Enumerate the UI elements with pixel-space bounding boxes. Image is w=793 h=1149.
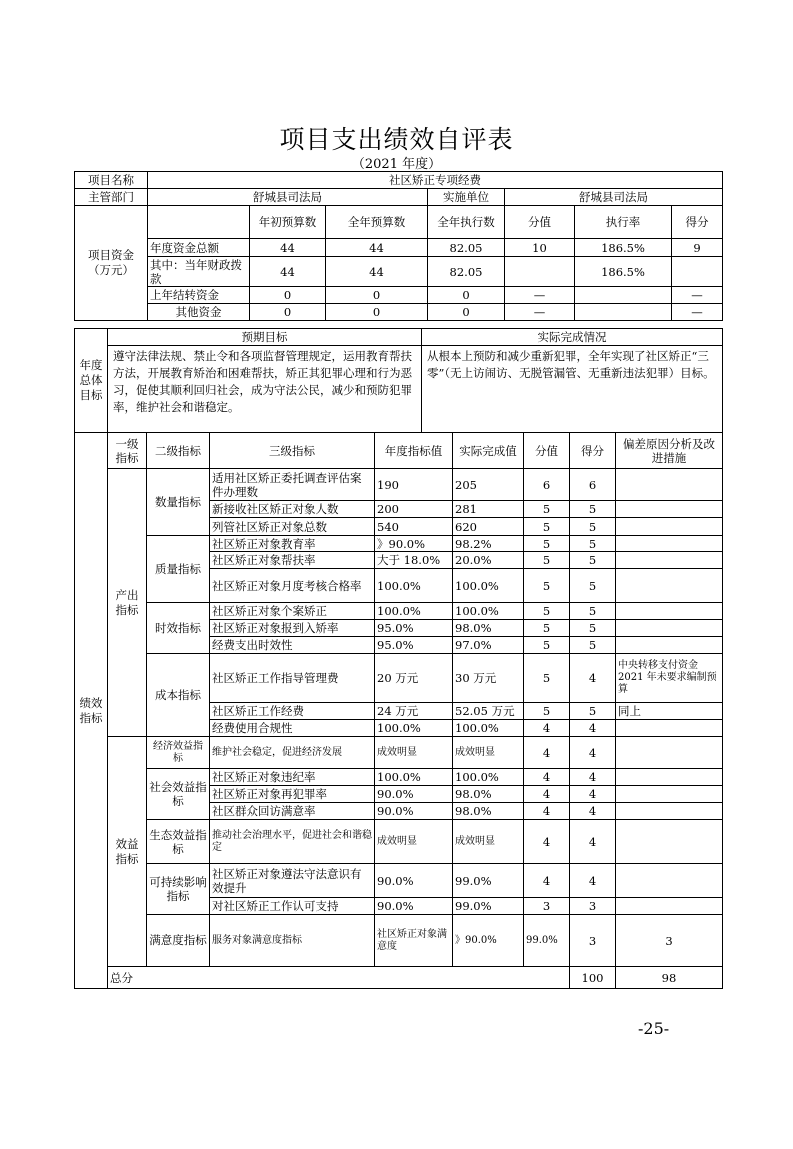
perf-header-cell: 一级指标 [108, 433, 147, 469]
indicator-target: 》90.0% [375, 536, 453, 552]
indicator-note: 同上 [616, 703, 723, 720]
l2-sustainable: 可持续影响指标 [147, 864, 210, 915]
indicator-got: 3 [570, 898, 616, 915]
funds-cell: 44 [250, 239, 326, 257]
funds-cell [575, 287, 672, 304]
funds-cell: 9 [672, 239, 723, 257]
indicator-actual: 100.0% [453, 569, 524, 603]
dept-value: 舒城县司法局 [148, 189, 428, 206]
indicator-got: 5 [570, 501, 616, 518]
indicator-target: 成效明显 [375, 820, 453, 864]
indicator-got: 5 [570, 552, 616, 569]
page-subtitle: （2021 年度） [351, 157, 442, 172]
funds-cell: 44 [326, 239, 428, 257]
indicator-target: 540 [375, 518, 453, 536]
indicator-score: 4 [524, 737, 570, 769]
indicator-score: 5 [524, 654, 570, 703]
indicator-note [616, 769, 723, 786]
indicator-name: 适用社区矫正委托调查评估案件办理数 [210, 469, 375, 501]
funds-cell [672, 257, 723, 287]
funds-header-cell: 全年执行数 [428, 206, 505, 239]
funds-row [75, 287, 723, 304]
funds-row-name: 年度资金总额 [148, 239, 250, 257]
indicator-name: 新接收社区矫正对象人数 [210, 501, 375, 518]
perf-header-cell: 年度指标值 [375, 433, 453, 469]
impl-value: 舒城县司法局 [505, 189, 723, 206]
indicator-note [616, 552, 723, 569]
indicator-got: 4 [570, 820, 616, 864]
funds-table [74, 171, 723, 321]
indicator-note [616, 536, 723, 552]
indicator-target: 24 万元 [375, 703, 453, 720]
funds-cell: 44 [326, 257, 428, 287]
funds-cell: — [672, 304, 723, 321]
expected-goal-header: 预期目标 [108, 329, 422, 346]
funds-cell: 82.05 [428, 239, 505, 257]
perf-header-cell: 二级指标 [147, 433, 210, 469]
funds-row-name: 上年结转资金 [148, 287, 250, 304]
indicator-name: 对社区矫正工作认可支持 [210, 898, 375, 915]
funds-header-cell: 分值 [505, 206, 575, 239]
indicator-target: 100.0% [375, 603, 453, 620]
indicator-got: 5 [570, 703, 616, 720]
indicator-target: 90.0% [375, 898, 453, 915]
indicator-name: 社区矫正对象遵法守法意识有效提升 [210, 864, 375, 898]
indicator-actual: 620 [453, 518, 524, 536]
perf-header-cell: 偏差原因分析及改进措施 [616, 433, 723, 469]
indicator-actual: 99.0% [524, 915, 570, 967]
indicator-score: 5 [524, 603, 570, 620]
indicator-got: 5 [570, 603, 616, 620]
indicator-actual: 98.0% [453, 786, 524, 803]
indicator-got: 4 [570, 654, 616, 703]
indicator-actual: 98.0% [453, 803, 524, 820]
indicator-score: 4 [524, 720, 570, 737]
actual-result-header: 实际完成情况 [422, 329, 723, 346]
indicator-actual: 97.0% [453, 637, 524, 654]
performance-table [74, 432, 723, 989]
l2-quality: 质量指标 [147, 536, 210, 603]
indicator-note [616, 803, 723, 820]
l2-quantity: 数量指标 [147, 469, 210, 536]
indicator-score: 4 [524, 864, 570, 898]
indicator-got: 6 [570, 469, 616, 501]
indicator-actual: 99.0% [453, 898, 524, 915]
funds-header-cell: 年初预算数 [250, 206, 326, 239]
indicator-note [616, 737, 723, 769]
indicator-target: 90.0% [375, 864, 453, 898]
indicator-actual: 20.0% [453, 552, 524, 569]
indicator-score: 3 [570, 915, 616, 967]
indicator-target: 90.0% [375, 803, 453, 820]
indicator-actual: 98.2% [453, 536, 524, 552]
l1-output: 产出指标 [108, 469, 147, 737]
indicator-name: 经费支出时效性 [210, 637, 375, 654]
indicator-name: 社区矫正工作指导管理费 [210, 654, 375, 703]
indicator-got: 4 [570, 786, 616, 803]
indicator-note [616, 820, 723, 864]
indicator-got: 5 [570, 637, 616, 654]
indicator-got: 5 [570, 536, 616, 552]
page-number: -25- [638, 1019, 670, 1038]
indicator-got: 5 [570, 518, 616, 536]
indicator-note [616, 720, 723, 737]
funds-cell [575, 304, 672, 321]
l2-social: 社会效益指标 [147, 769, 210, 820]
funds-cell: — [505, 304, 575, 321]
funds-label: 项目资金（万元） [75, 206, 148, 321]
indicator-score: 5 [524, 536, 570, 552]
funds-cell: 10 [505, 239, 575, 257]
indicator-got: 4 [570, 864, 616, 898]
indicator-note [616, 569, 723, 603]
indicator-score: 5 [524, 552, 570, 569]
indicator-actual: 52.05 万元 [453, 703, 524, 720]
goals-table [74, 328, 723, 433]
funds-row [75, 304, 723, 321]
indicator-name: 社区矫正对象违纪率 [210, 769, 375, 786]
indicator-note [616, 620, 723, 637]
indicator-score: 4 [524, 786, 570, 803]
indicator-target: 大于 18.0% [375, 552, 453, 569]
project-name-value: 社区矫正专项经费 [148, 172, 723, 189]
indicator-score: 5 [524, 518, 570, 536]
project-name-label: 项目名称 [75, 172, 148, 189]
indicator-actual: 205 [453, 469, 524, 501]
table-row [75, 603, 723, 620]
page-title: 项目支出绩效自评表 [279, 125, 514, 154]
indicator-score: 3 [524, 898, 570, 915]
funds-cell: 0 [428, 304, 505, 321]
indicator-name: 社区矫正对象帮扶率 [210, 552, 375, 569]
impl-label: 实施单位 [428, 189, 505, 206]
indicator-target: 90.0% [375, 786, 453, 803]
indicator-note [616, 864, 723, 898]
indicator-target: 》90.0% [453, 915, 524, 967]
funds-cell: — [672, 287, 723, 304]
funds-cell: 186.5% [575, 257, 672, 287]
indicator-actual: 99.0% [453, 864, 524, 898]
l2-timeliness: 时效指标 [147, 603, 210, 654]
indicator-target: 190 [375, 469, 453, 501]
table-row [75, 536, 723, 552]
funds-row [75, 257, 723, 287]
indicator-target: 20 万元 [375, 654, 453, 703]
funds-row-name: 其他资金 [148, 304, 250, 321]
indicator-note [616, 501, 723, 518]
indicator-note [616, 637, 723, 654]
indicator-name: 经费使用合规性 [210, 720, 375, 737]
l2-ecological: 生态效益指标 [147, 820, 210, 864]
funds-cell [505, 257, 575, 287]
perf-header-cell: 实际完成值 [453, 433, 524, 469]
perf-header-cell: 三级指标 [210, 433, 375, 469]
indicator-note [616, 786, 723, 803]
indicator-target: 100.0% [375, 720, 453, 737]
indicator-got: 4 [570, 803, 616, 820]
indicator-score: 4 [524, 769, 570, 786]
indicator-name: 社区矫正对象月度考核合格率 [210, 569, 375, 603]
indicator-target: 100.0% [375, 569, 453, 603]
indicator-got: 5 [570, 569, 616, 603]
table-row [75, 469, 723, 501]
indicator-actual: 成效明显 [453, 820, 524, 864]
funds-cell: 82.05 [428, 257, 505, 287]
indicator-target: 200 [375, 501, 453, 518]
indicator-note: 中央转移支付资金 2021 年未要求编制预算 [616, 654, 723, 703]
indicator-note [616, 469, 723, 501]
indicator-score: 4 [524, 820, 570, 864]
indicator-target: 95.0% [375, 637, 453, 654]
table-row [75, 654, 723, 703]
dept-label: 主管部门 [75, 189, 148, 206]
table-row [75, 915, 723, 967]
l1-satisfaction: 满意度指标 [147, 915, 210, 967]
indicator-target: 100.0% [375, 769, 453, 786]
indicator-name: 社区矫正对象再犯罪率 [210, 786, 375, 803]
indicator-name: 维护社会稳定，促进经济发展 [210, 737, 375, 769]
indicator-note [616, 603, 723, 620]
indicator-got: 4 [570, 737, 616, 769]
total-score: 100 [570, 967, 616, 989]
l2-economic: 经济效益指标 [147, 737, 210, 769]
indicator-name: 社区矫正对象个案矫正 [210, 603, 375, 620]
indicator-name: 社区矫正对象报到入矫率 [210, 620, 375, 637]
indicator-name: 社区矫正工作经费 [210, 703, 375, 720]
indicator-got: 3 [616, 915, 723, 967]
funds-row [75, 239, 723, 257]
expected-goal-text: 遵守法律法规、禁止令和各项监督管理规定，运用教育帮扶方法，开展教育矫治和困难帮扶，矫正其犯罪心理和行为恶习，促使其顺利回归社会，成为守法公民，减少和预防犯罪率，维护社会和谐稳定。 [108, 346, 422, 433]
indicator-actual: 100.0% [453, 769, 524, 786]
funds-cell: 0 [326, 287, 428, 304]
funds-cell: — [505, 287, 575, 304]
indicator-actual: 100.0% [453, 720, 524, 737]
indicator-name: 推动社会治理水平，促进社会和谐稳定 [210, 820, 375, 864]
funds-header-blank [148, 206, 250, 239]
table-row [75, 737, 723, 769]
perf-header-cell: 得分 [570, 433, 616, 469]
indicator-actual: 98.0% [453, 620, 524, 637]
l2-satisfaction: 服务对象满意度指标 [210, 915, 375, 967]
perf-header-cell: 分值 [524, 433, 570, 469]
indicator-got: 5 [570, 620, 616, 637]
indicator-score: 5 [524, 620, 570, 637]
funds-cell: 0 [250, 287, 326, 304]
indicator-score: 5 [524, 637, 570, 654]
indicator-note [616, 898, 723, 915]
funds-header-cell: 得分 [672, 206, 723, 239]
indicator-actual: 281 [453, 501, 524, 518]
indicator-got: 4 [570, 720, 616, 737]
table-row [75, 820, 723, 864]
indicator-got: 4 [570, 769, 616, 786]
indicator-score: 4 [524, 803, 570, 820]
indicator-name: 社区矫正对象教育率 [210, 536, 375, 552]
goals-label: 年度总体目标 [75, 329, 108, 433]
funds-cell: 0 [428, 287, 505, 304]
indicator-actual: 30 万元 [453, 654, 524, 703]
table-row [75, 769, 723, 786]
indicator-score: 5 [524, 501, 570, 518]
indicator-name: 社区矫正对象满意度 [375, 915, 453, 967]
total-label: 总分 [108, 967, 570, 989]
total-row [75, 967, 723, 989]
indicator-name: 列管社区矫正对象总数 [210, 518, 375, 536]
funds-row-name: 其中：当年财政拨款 [148, 257, 250, 287]
funds-cell: 0 [250, 304, 326, 321]
indicator-target: 成效明显 [375, 737, 453, 769]
funds-cell: 186.5% [575, 239, 672, 257]
indicator-actual: 成效明显 [453, 737, 524, 769]
indicator-target: 95.0% [375, 620, 453, 637]
funds-cell: 44 [250, 257, 326, 287]
indicator-score: 6 [524, 469, 570, 501]
l1-benefit: 效益指标 [108, 737, 147, 967]
funds-header-cell: 执行率 [575, 206, 672, 239]
funds-cell: 0 [326, 304, 428, 321]
total-got: 98 [616, 967, 723, 989]
actual-result-text: 从根本上预防和减少重新犯罪，全年实现了社区矫正“三零”（无上访闹访、无脱管漏管、无重新违法犯罪）目标。 [422, 346, 723, 433]
indicator-score: 5 [524, 703, 570, 720]
indicator-name: 社区群众回访满意率 [210, 803, 375, 820]
funds-header-cell: 全年预算数 [326, 206, 428, 239]
l2-cost: 成本指标 [147, 654, 210, 737]
indicator-score: 5 [524, 569, 570, 603]
indicator-note [616, 518, 723, 536]
table-row [75, 864, 723, 898]
perf-label: 绩效指标 [75, 433, 108, 989]
indicator-actual: 100.0% [453, 603, 524, 620]
